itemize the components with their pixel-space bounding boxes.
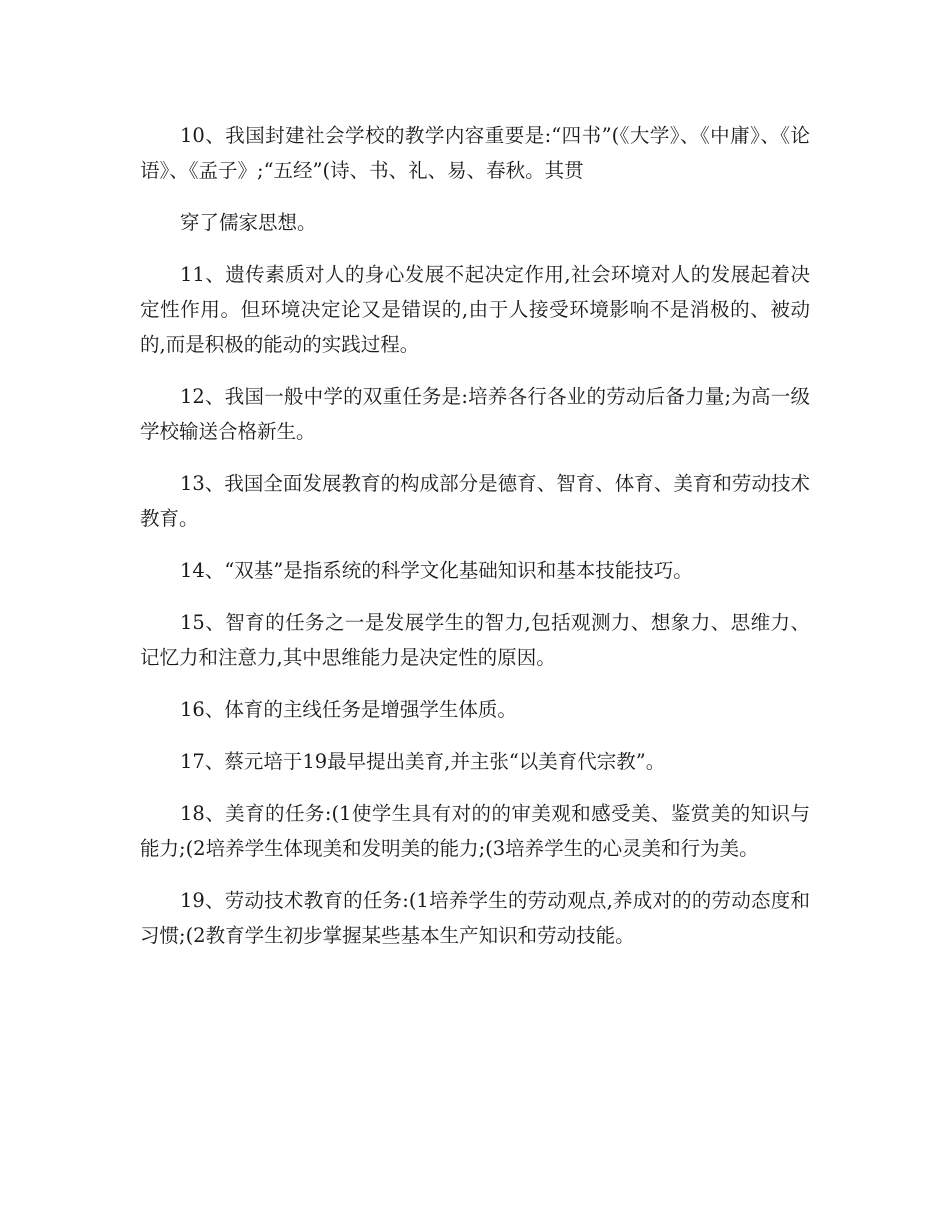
paragraph-14: 14、“双基”是指系统的科学文化基础知识和基本技能技巧。	[180, 559, 693, 582]
paragraph-15: 15、智育的任务之一是发展学生的智力,包括观测力、想象力、思维力、记忆力和注意力,其中思维能力是决定性的原因。	[140, 611, 810, 669]
paragraph-12: 12、我国一般中学的双重任务是:培养各行各业的劳动后备力量;为高一级学校输送合格新生。	[140, 385, 810, 443]
paragraph-11: 11、遗传素质对人的身心发展不起决定作用,社会环境对人的发展起着决定性作用。但环境决定论又是错误的,由于人接受环境影响不是消极的、被动的,而是积极的能动的实践过程。	[140, 263, 810, 356]
paragraph-10: 10、我国封建社会学校的教学内容重要是:“四书”(《大学》、《中庸》、《论语》、《孟子》;“五经”(诗、书、礼、易、春秋。其贯	[140, 124, 810, 182]
paragraph-10-continued: 穿了儒家思想。	[180, 211, 317, 234]
paragraph-16: 16、体育的主线任务是增强学生体质。	[180, 698, 517, 721]
paragraph-18: 18、美育的任务:(1使学生具有对的的审美观和感受美、鉴赏美的知识与能力;(2培养学生体现美和发明美的能力;(3培养学生的心灵美和行为美。	[140, 802, 810, 860]
paragraph-17: 17、蔡元培于19最早提出美育,并主张“以美育代宗教”。	[180, 750, 666, 773]
document-page	[140, 118, 810, 970]
paragraph-19: 19、劳动技术教育的任务:(1培养学生的劳动观点,养成对的的劳动态度和习惯;(2教育学生初步掌握某些基本生产知识和劳动技能。	[140, 889, 810, 947]
paragraph-13: 13、我国全面发展教育的构成部分是德育、智育、体育、美育和劳动技术教育。	[140, 472, 810, 530]
